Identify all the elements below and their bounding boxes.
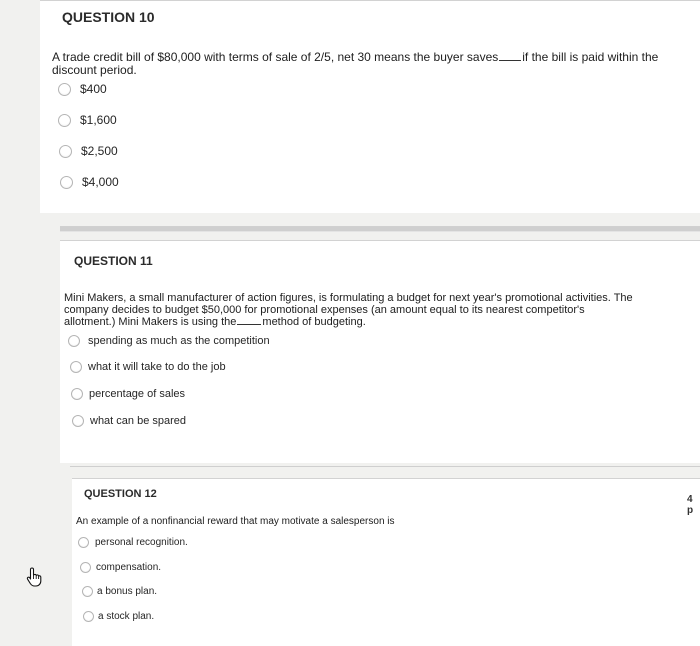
question-12-header: QUESTION 12	[84, 488, 157, 500]
radio-button-icon[interactable]	[68, 335, 80, 347]
radio-button-icon[interactable]	[78, 537, 89, 548]
radio-button-icon[interactable]	[58, 114, 71, 127]
question-11-text-line3a: allotment.) Mini Makers is using the	[64, 316, 237, 329]
q10-option-2[interactable]	[58, 113, 117, 127]
radio-button-icon[interactable]	[71, 388, 83, 400]
question-10-text-line2: discount period.	[52, 63, 137, 78]
question-11-text-line2: company decides to budget $50,000 for promotional expenses (an amount equal to its nearest competitor's	[64, 304, 585, 317]
answer-blank	[499, 60, 521, 61]
q12-option-3[interactable]	[82, 586, 157, 597]
q11-option-3[interactable]	[71, 388, 185, 400]
option-label: $2,500	[81, 144, 118, 158]
radio-button-icon[interactable]	[70, 361, 82, 373]
option-label: compensation.	[96, 562, 162, 573]
option-label: what can be spared	[90, 415, 187, 427]
q10-option-1[interactable]	[58, 82, 107, 96]
question-11-header: QUESTION 11	[74, 254, 153, 268]
q11-option-1[interactable]	[68, 335, 270, 347]
question-11-panel	[60, 240, 700, 463]
question-11-text-line3b: method of budgeting.	[262, 316, 366, 329]
option-label: what it will take to do the job	[88, 361, 226, 373]
radio-button-icon[interactable]	[80, 562, 91, 573]
q11-option-2[interactable]	[70, 361, 226, 373]
option-label: $4,000	[82, 175, 119, 189]
q12-option-4[interactable]	[83, 611, 154, 622]
answer-blank	[237, 324, 261, 325]
option-label: spending as much as the competition	[88, 335, 270, 347]
question-12-panel	[72, 478, 700, 646]
question-11-text	[64, 292, 694, 328]
question-10-header: QUESTION 10	[62, 9, 155, 25]
option-label: $400	[80, 82, 107, 96]
option-label: a stock plan.	[98, 611, 155, 622]
radio-button-icon[interactable]	[72, 415, 84, 427]
divider	[70, 466, 700, 467]
question-10-text-part2: if the bill is paid within the	[522, 50, 659, 64]
q10-option-4[interactable]	[60, 175, 119, 189]
question-10-text-part1: A trade credit bill of $80,000 with terms of sale of 2/5, net 30 means the buyer saves	[52, 50, 499, 64]
q11-option-4[interactable]	[72, 415, 186, 427]
divider	[60, 226, 700, 232]
question-11-text-line1: Mini Makers, a small manufacturer of action figures, is formulating a budget for next year's promotional activities. The	[64, 292, 633, 304]
radio-button-icon[interactable]	[83, 611, 94, 622]
radio-button-icon[interactable]	[60, 176, 73, 189]
option-label: percentage of sales	[89, 388, 186, 400]
q10-option-3[interactable]	[59, 144, 118, 158]
q12-option-1[interactable]	[78, 537, 188, 548]
hand-pointer-icon	[26, 567, 44, 587]
option-label: personal recognition.	[95, 537, 188, 548]
page-badge: 4 p	[687, 494, 694, 516]
question-10-panel	[40, 0, 700, 213]
radio-button-icon[interactable]	[82, 586, 93, 597]
question-10-text	[52, 51, 692, 77]
radio-button-icon[interactable]	[58, 83, 71, 96]
option-label: a bonus plan.	[97, 586, 158, 597]
question-12-text: An example of a nonfinancial reward that may motivate a salesperson is	[76, 516, 395, 527]
radio-button-icon[interactable]	[59, 145, 72, 158]
q12-option-2[interactable]	[80, 562, 161, 573]
option-label: $1,600	[80, 113, 117, 127]
